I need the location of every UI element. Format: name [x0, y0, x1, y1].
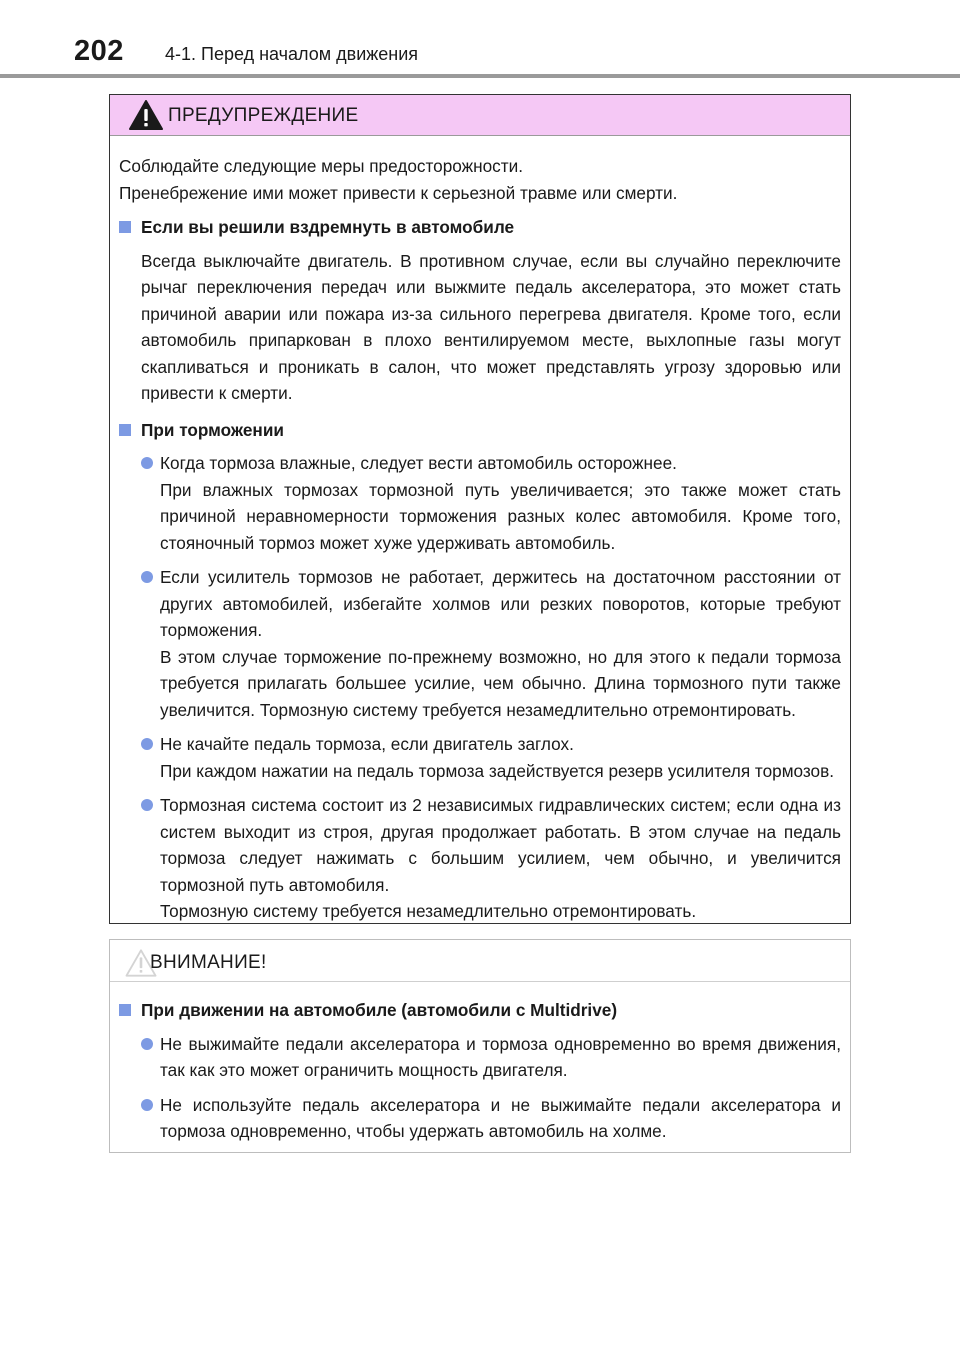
list-item — [119, 1092, 841, 1145]
square-bullet-icon — [119, 424, 131, 436]
round-bullet-icon — [141, 738, 153, 750]
paragraph: При влажных тормозах тормозной путь увеличивается; это также может стать причиной неравномерности торможения разных колес автомобиля. Кроме того, стояночный тормоз может хуже удерживать автомобиль. — [160, 479, 841, 553]
list-item — [119, 731, 841, 784]
square-bullet-icon — [119, 1004, 131, 1016]
round-bullet-icon — [141, 457, 153, 469]
square-bullet-icon — [119, 221, 131, 233]
intro-line: Пренебрежение ими может привести к серьезной травме или смерти. — [119, 182, 678, 203]
section-heading-text: Если вы решили вздремнуть в автомобиле — [141, 217, 515, 237]
warning-intro — [119, 153, 841, 206]
page-number: 202 — [74, 35, 124, 67]
warning-triangle-icon — [128, 99, 164, 131]
round-bullet-icon — [141, 799, 153, 811]
warning-body — [110, 136, 850, 925]
list-item — [119, 1031, 841, 1084]
section-heading — [119, 417, 841, 444]
caution-body — [110, 982, 850, 1145]
header-rule — [0, 74, 960, 78]
section-heading-text: При торможении — [141, 419, 284, 440]
round-bullet-icon — [141, 1099, 153, 1111]
intro-line: Соблюдайте следующие меры предосторожности. — [119, 156, 524, 176]
paragraph: Тормозная система состоит из 2 независимых гидравлических систем; если одна из систем выходит из строя, другая продолжает работать. В этом случае на педаль тормоза следует нажимать с большим усилием, чем обычно, и увеличится тормозной путь автомобиля. — [160, 795, 841, 895]
warning-header — [110, 95, 850, 136]
list-item — [119, 792, 841, 925]
section-heading — [119, 214, 841, 241]
section-heading-text: При движении на автомобиле (автомобили с Multidrive) — [141, 1000, 618, 1020]
list-item — [119, 450, 841, 556]
paragraph: Не используйте педаль акселератора и не выжимайте педали акселератора и тормоза одновременно, чтобы удержать автомобиль на холме. — [160, 1094, 841, 1141]
caution-header — [110, 940, 850, 982]
paragraph: Когда тормоза влажные, следует вести автомобиль осторожнее. — [160, 453, 677, 473]
round-bullet-icon — [141, 1038, 153, 1050]
paragraph: В этом случае торможение по-прежнему возможно, но для этого к педали тормоза требуется прилагать большее усилие, чем обычно. Длина тормозного пути также увеличится. Тормозную систему требуется незамедлительно отремонтировать. — [160, 646, 841, 720]
paragraph: Не качайте педаль тормоза, если двигатель заглох. — [160, 734, 574, 754]
section-text — [119, 248, 841, 407]
page-header — [0, 0, 960, 80]
paragraph: При каждом нажатии на педаль тормоза задействуется резерв усилителя тормозов. — [160, 760, 835, 781]
list-item — [119, 564, 841, 723]
section-title: 4-1. Перед началом движения — [165, 44, 419, 64]
paragraph: Если усилитель тормозов не работает, держитесь на достаточном расстоянии от других автомобилей, избегайте холмов или резких поворотов, которые требуют торможения. — [160, 567, 841, 640]
paragraph: Тормозную систему требуется незамедлительно отремонтировать. — [160, 901, 697, 921]
section-heading — [119, 997, 841, 1024]
caution-box — [109, 939, 851, 1153]
round-bullet-icon — [141, 571, 153, 583]
warning-title: ПРЕДУПРЕЖДЕНИЕ — [168, 105, 359, 126]
caution-title: ВНИМАНИЕ! — [150, 952, 267, 973]
paragraph: Всегда выключайте двигатель. В противном случае, если вы случайно переключите рычаг переключения передач или выжмите педаль акселератора, это может стать причиной аварии или пожара из-за сильного перегрева двигателя. Кроме того, если автомобиль припаркован в плохо вентилируемом месте, выхлопные газы могут скапливаться и проникать в салон, что может представлять угрозу здоровью или привести к смерти. — [141, 250, 841, 403]
paragraph: Не выжимайте педали акселератора и тормоза одновременно во время движения, так как это может ограничить мощность двигателя. — [160, 1033, 841, 1080]
warning-box — [109, 94, 851, 924]
